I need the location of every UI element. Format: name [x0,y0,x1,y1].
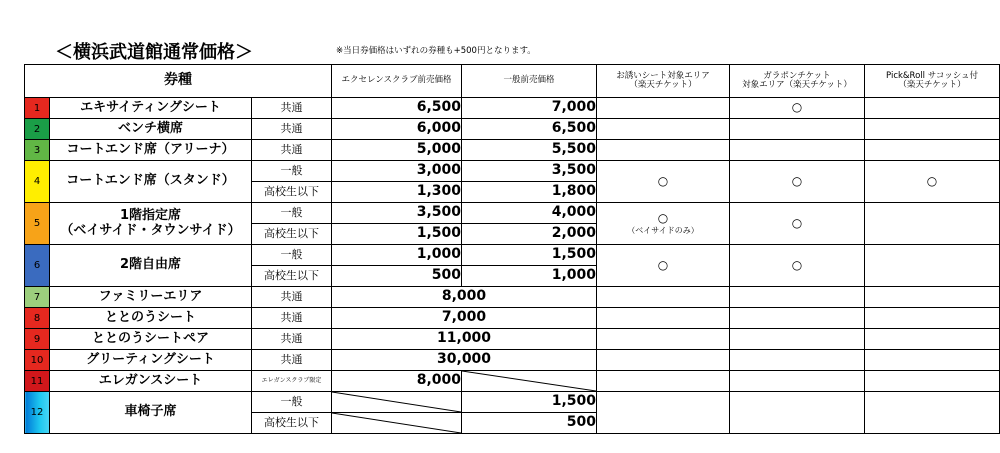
not-available-cell [332,413,462,434]
row-number: 1 [25,98,50,119]
table-row [25,161,1000,182]
row-number: 11 [25,371,50,392]
seat-name-line2: （ベイサイド・タウンサイド） [60,222,241,238]
pickroll-mark [865,371,1000,392]
otasoi-mark [597,119,730,140]
general-price: 6,500 [462,119,597,140]
header-garapon [730,65,865,98]
seat-name: コートエンド席（アリーナ） [50,140,252,161]
common-price: 7,000 [332,308,597,329]
otasoi-mark: ○ [597,161,730,203]
otasoi-mark [597,392,730,434]
row-number: 6 [25,245,50,287]
table-row [25,287,1000,308]
not-available-cell [462,371,597,392]
pickroll-mark: ○ [865,161,1000,203]
ticket-category: 一般 [252,203,332,224]
row-number: 5 [25,203,50,245]
ticket-category: 共通 [252,140,332,161]
pickroll-mark [865,245,1000,287]
otasoi-mark: ○ [597,245,730,287]
garapon-mark [730,287,865,308]
ticket-category: 共通 [252,287,332,308]
ticket-category: 高校生以下 [252,266,332,287]
seat-name: グリーティングシート [50,350,252,371]
price-table [24,64,1000,434]
excellence-price: 8,000 [332,371,462,392]
header-pickroll-line2: （楽天チケット） [898,80,966,90]
garapon-mark: ○ [730,98,865,119]
table-row [25,308,1000,329]
ticket-category: 共通 [252,98,332,119]
garapon-mark: ○ [730,245,865,287]
page-title: ＜横浜武道館通常価格＞ [55,42,253,63]
general-price: 4,000 [462,203,597,224]
row-number: 4 [25,161,50,203]
pickroll-mark [865,119,1000,140]
seat-name: エレガンスシート [50,371,252,392]
garapon-mark [730,119,865,140]
garapon-mark [730,329,865,350]
ticket-category: 一般 [252,245,332,266]
excellence-price: 3,000 [332,161,462,182]
seat-name: 2階自由席 [50,245,252,287]
otasoi-mark [597,287,730,308]
not-available-cell [332,392,462,413]
header-otasoi-line2: （楽天チケット） [629,80,697,90]
ticket-category: 高校生以下 [252,182,332,203]
header-pickroll [865,65,1000,98]
diagonal-line [462,371,596,391]
excellence-price: 1,300 [332,182,462,203]
diagonal-line [332,413,461,433]
price-note: ※当日券価格はいずれの券種も+500円となります。 [336,46,536,56]
pickroll-mark [865,350,1000,371]
seat-name [50,203,252,245]
seat-name: ととのうシートペア [50,329,252,350]
header-otasoi-line1: お誘いシート対象エリア [616,70,710,81]
ticket-category: 共通 [252,329,332,350]
header-excellence: エクセレンスクラブ前売価格 [332,65,462,98]
garapon-mark [730,308,865,329]
excellence-price: 6,500 [332,98,462,119]
ticket-category: 一般 [252,392,332,413]
table-row [25,371,1000,392]
general-price: 3,500 [462,161,597,182]
ticket-category: 高校生以下 [252,224,332,245]
pickroll-mark [865,98,1000,119]
pickroll-mark [865,308,1000,329]
general-price: 7,000 [462,98,597,119]
common-price: 30,000 [332,350,597,371]
garapon-mark [730,350,865,371]
ticket-category: 共通 [252,350,332,371]
general-price: 500 [462,413,597,434]
seat-name: ととのうシート [50,308,252,329]
excellence-price: 6,000 [332,119,462,140]
header-pickroll-line1: Pick&Roll サコッシュ付 [886,70,979,81]
otasoi-mark [597,140,730,161]
pickroll-mark [865,287,1000,308]
header-otasoi [597,65,730,98]
table-row [25,98,1000,119]
row-number: 2 [25,119,50,140]
ticket-category: 共通 [252,308,332,329]
row-number: 12 [25,392,50,434]
header-ticket-type: 券種 [25,65,332,98]
pickroll-mark [865,392,1000,434]
general-price: 1,500 [462,245,597,266]
table-row [25,140,1000,161]
excellence-price: 3,500 [332,203,462,224]
excellence-price: 5,000 [332,140,462,161]
general-price: 5,500 [462,140,597,161]
garapon-mark: ○ [730,161,865,203]
garapon-mark [730,392,865,434]
otasoi-mark [597,203,730,245]
table-row [25,350,1000,371]
common-price: 8,000 [332,287,597,308]
pickroll-mark [865,140,1000,161]
row-number: 7 [25,287,50,308]
excellence-price: 500 [332,266,462,287]
table-row [25,245,1000,266]
ticket-category: 高校生以下 [252,413,332,434]
row-number: 3 [25,140,50,161]
seat-name: ベンチ横席 [50,119,252,140]
otasoi-mark [597,308,730,329]
general-price: 1,000 [462,266,597,287]
pickroll-mark [865,329,1000,350]
seat-name: ファミリーエリア [50,287,252,308]
general-price: 2,000 [462,224,597,245]
ticket-category: 一般 [252,161,332,182]
diagonal-line [332,392,461,412]
otasoi-mark [597,371,730,392]
header-general: 一般前売価格 [462,65,597,98]
seat-name: 車椅子席 [50,392,252,434]
row-number: 8 [25,308,50,329]
garapon-mark [730,140,865,161]
table-row [25,392,1000,413]
garapon-mark [730,371,865,392]
excellence-price: 1,500 [332,224,462,245]
garapon-mark: ○ [730,203,865,245]
otasoi-mark [597,98,730,119]
common-price: 11,000 [332,329,597,350]
ticket-category: エレガンスクラブ限定 [252,371,332,392]
header-garapon-line1: ガラポンチケット [763,70,831,81]
table-row [25,329,1000,350]
row-number: 9 [25,329,50,350]
table-row [25,203,1000,224]
excellence-price: 1,000 [332,245,462,266]
general-price: 1,500 [462,392,597,413]
header-garapon-line2: 対象エリア（楽天チケット） [742,80,852,90]
ticket-category: 共通 [252,119,332,140]
table-row [25,119,1000,140]
otasoi-note: （ベイサイドのみ） [627,225,699,235]
seat-name: エキサイティングシート [50,98,252,119]
otasoi-circle: ○ [657,210,669,225]
otasoi-mark [597,329,730,350]
pickroll-mark [865,203,1000,245]
row-number: 10 [25,350,50,371]
header-row [25,65,1000,98]
general-price: 1,800 [462,182,597,203]
seat-name-line1: 1階指定席 [119,208,182,224]
otasoi-mark [597,350,730,371]
seat-name: コートエンド席（スタンド） [50,161,252,203]
